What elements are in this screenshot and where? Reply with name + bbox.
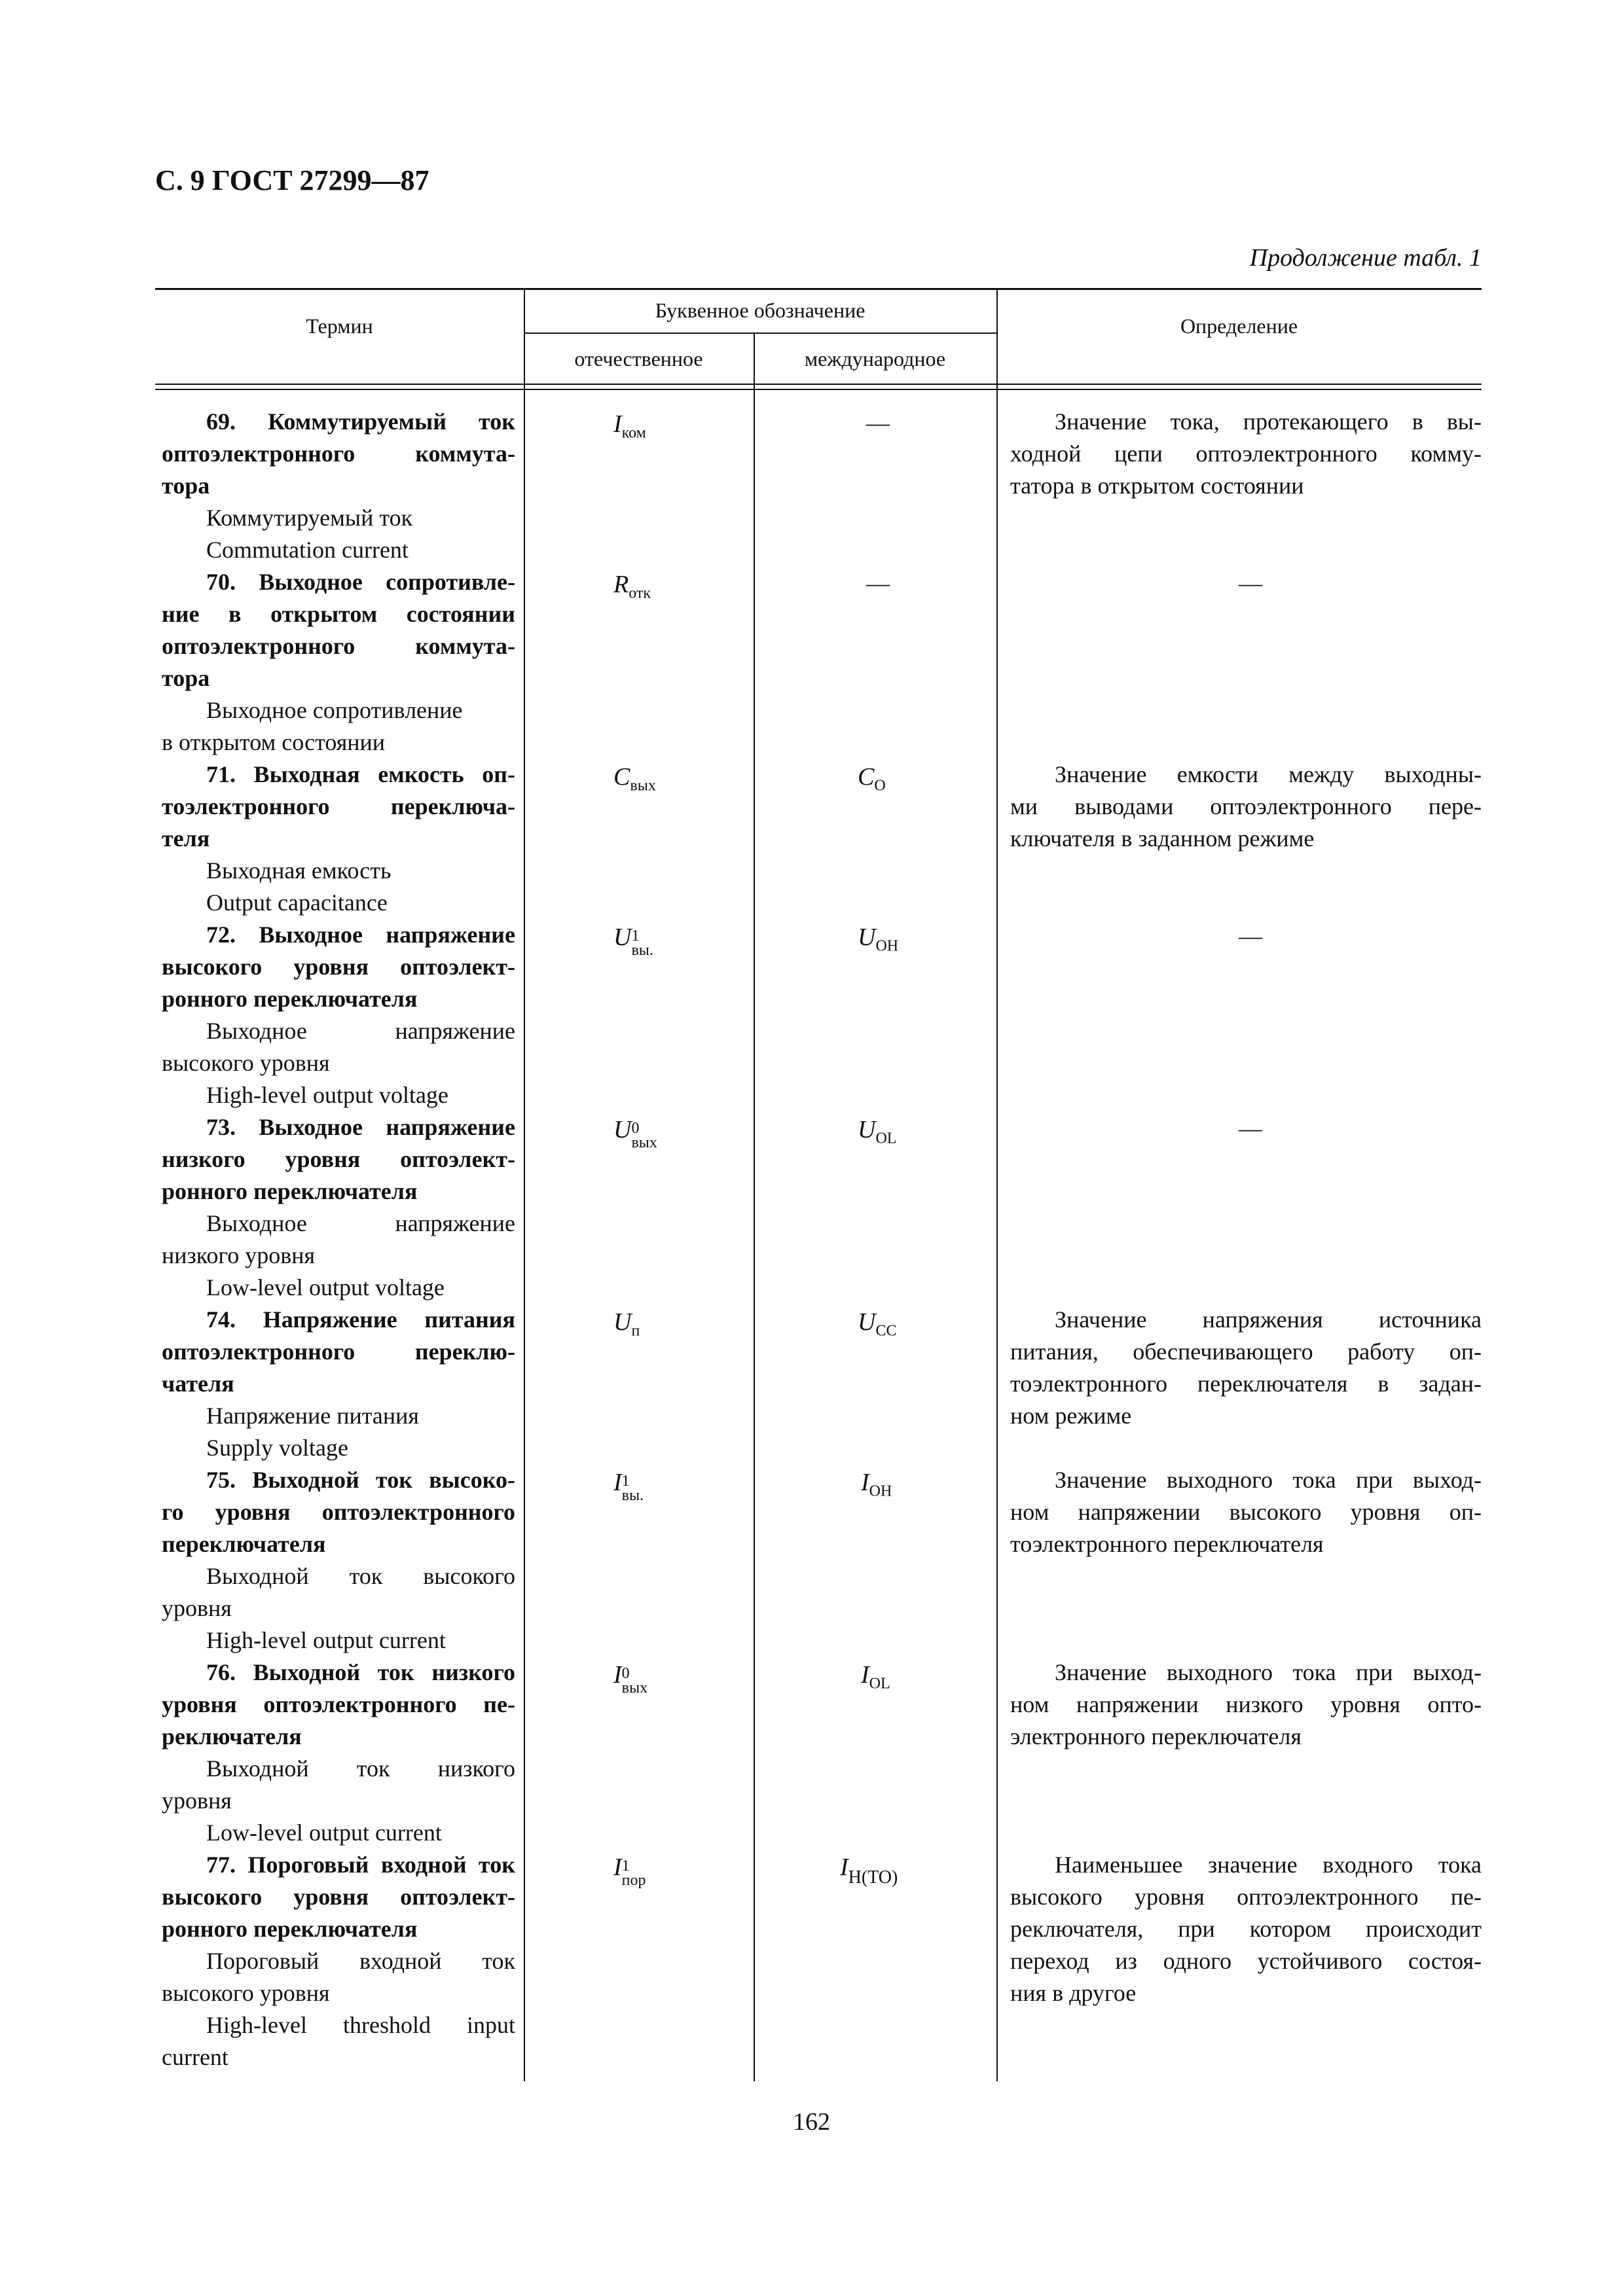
- term-line: в открытом состоянии: [162, 729, 386, 755]
- term-line: теля: [162, 825, 210, 852]
- definition: Значение выходного тока при выход- ном напряжении низкого уровня опто- электронного переключателя: [1010, 1659, 1482, 1749]
- col-header-definition: Определение: [1180, 314, 1298, 338]
- term-line: уровня: [162, 1787, 232, 1814]
- term-line: 77. Пороговый входной ток: [206, 1852, 515, 1878]
- col-header-international: международное: [804, 347, 946, 370]
- term-line: Выходное сопротивление: [206, 697, 463, 723]
- table-top-rule: [155, 288, 1482, 290]
- term-line: Low-level output voltage: [206, 1274, 445, 1300]
- symbol-domestic: U 0 вых: [613, 1116, 657, 1152]
- term-line: Output capacitance: [206, 889, 388, 916]
- term-line: тора: [162, 665, 210, 691]
- page-number: 162: [793, 2108, 830, 2136]
- header-bottom-rule-2: [155, 389, 1482, 390]
- definition: Значение напряжения источника питания, обеспечивающего работу оп- тоэлектронного переключателя в задан- ном режиме: [1010, 1306, 1482, 1429]
- term-line: ронного переключателя: [162, 986, 418, 1012]
- symbol-international: —: [866, 570, 890, 596]
- definition: Значение тока, протекающего в вы- ходной цепи оптоэлектронного комму- татора в открытом состоянии: [1010, 408, 1482, 499]
- terms-table: [155, 288, 1482, 2081]
- term-line: 75. Выходной ток высоко-: [206, 1467, 515, 1493]
- term-line: ние в открытом состоянии: [162, 601, 515, 627]
- definition: Значение выходного тока при выход- ном напряжении высокого уровня оп- тоэлектронного переключателя: [1010, 1467, 1482, 1557]
- table-row: [162, 1464, 515, 1657]
- symbol-international: $I_{H(TO)}$: [840, 1854, 898, 1888]
- term-line: реключателя: [162, 1723, 302, 1749]
- col-header-term: Термин: [306, 314, 373, 338]
- table-continuation-note: Продолжение табл. 1: [1249, 244, 1482, 272]
- symbol-domestic: I 1 пор: [613, 1854, 646, 1890]
- col-divider-1: [524, 288, 525, 2081]
- symbol-international: $U_{CC}$: [858, 1308, 897, 1340]
- symbol-domestic: $I_{ком}$: [613, 410, 646, 442]
- term-line: ронного переключателя: [162, 1178, 418, 1204]
- term-line: ронного переключателя: [162, 1916, 418, 1942]
- term-line: низкого уровня оптоэлект-: [162, 1146, 515, 1172]
- term-line: уровня: [162, 1595, 232, 1621]
- table-row: [162, 1304, 515, 1464]
- definition: Наименьшее значение входного тока высокого уровня оптоэлектронного пе- реключателя, при котором происходит переход из одного устойчивого состоя- ния в другое: [1010, 1852, 1482, 2006]
- term-line: уровня оптоэлектронного пе-: [162, 1691, 515, 1717]
- symbol-domestic: I 1 вы.: [613, 1469, 644, 1505]
- table-row: [162, 919, 515, 1111]
- term-line: Выходное напряжение: [206, 1018, 515, 1044]
- table-row: [162, 406, 515, 566]
- symbol-domestic: $U_п$: [613, 1308, 640, 1340]
- page-header: С. 9 ГОСТ 27299—87: [155, 164, 429, 196]
- term-line: 76. Выходной ток низкого: [206, 1659, 515, 1685]
- table-row: [162, 1849, 515, 2073]
- term-line: 73. Выходное напряжение: [206, 1114, 515, 1140]
- term-line: 69. Коммутируемый ток: [206, 408, 515, 435]
- table-row: [162, 1657, 515, 1849]
- table-row: [162, 566, 515, 759]
- term-line: Пороговый входной ток: [206, 1948, 515, 1974]
- term-line: тора: [162, 473, 210, 499]
- term-line: высокого уровня оптоэлект-: [162, 954, 515, 980]
- term-line: высокого уровня: [162, 1050, 330, 1076]
- term-line: переключателя: [162, 1531, 326, 1557]
- term-line: высокого уровня: [162, 1980, 330, 2006]
- term-line: Выходной ток высокого: [206, 1563, 515, 1589]
- term-line: тоэлектронного переключа-: [162, 793, 515, 819]
- term-line: High-level output voltage: [206, 1082, 448, 1108]
- term-line: оптоэлектронного переклю-: [162, 1338, 515, 1365]
- table-row: [162, 1111, 515, 1304]
- col-header-domestic: отечественное: [574, 347, 703, 370]
- definition: —: [1239, 923, 1262, 949]
- term-line: оптоэлектронного коммута-: [162, 633, 515, 659]
- term-line: current: [162, 2044, 228, 2070]
- term-line: 74. Напряжение питания: [206, 1306, 515, 1333]
- term-line: чателя: [162, 1371, 234, 1397]
- term-line: Commutation current: [206, 537, 409, 563]
- term-line: Выходной ток низкого: [206, 1755, 515, 1782]
- symbol-domestic: U 1 вы.: [613, 924, 653, 960]
- symbol-domestic: $R_{отк}$: [613, 571, 651, 602]
- term-line: High-level threshold input: [206, 2012, 515, 2038]
- definition: —: [1239, 570, 1262, 596]
- symbol-international: $I_{OL}$: [861, 1661, 890, 1693]
- definition: —: [1239, 1115, 1262, 1141]
- term-line: оптоэлектронного коммута-: [162, 440, 515, 467]
- term-line: 72. Выходное напряжение: [206, 922, 515, 948]
- symbol-international: $I_{OH}$: [861, 1469, 892, 1500]
- term-line: High-level output current: [206, 1627, 446, 1653]
- term-line: Выходное напряжение: [206, 1210, 515, 1236]
- symbol-domestic: $C_{вых}$: [613, 763, 656, 795]
- col-divider-3: [996, 288, 998, 2081]
- symbol-international: $C_O$: [858, 763, 886, 795]
- symbol-international: $U_{OH}$: [858, 924, 899, 955]
- term-line: 70. Выходное сопротивле-: [206, 569, 515, 595]
- term-line: Low-level output current: [206, 1820, 442, 1846]
- header-inner-rule: [524, 332, 996, 334]
- term-line: 71. Выходная емкость оп-: [206, 761, 515, 787]
- col-divider-2: [754, 332, 755, 2081]
- symbol-international: —: [866, 410, 890, 436]
- term-line: низкого уровня: [162, 1242, 316, 1268]
- term-line: Выходная емкость: [206, 857, 392, 884]
- symbol-domestic: I 0 вых: [613, 1661, 648, 1697]
- definition: Значение емкости между выходны- ми выводами оптоэлектронного пере- ключателя в заданном режиме: [1010, 761, 1482, 852]
- header-bottom-rule-1: [155, 384, 1482, 385]
- symbol-international: $U_{OL}$: [858, 1116, 897, 1147]
- table-row: [162, 759, 515, 919]
- term-line: Напряжение питания: [206, 1403, 419, 1429]
- col-header-letter: Буквенное обозначение: [655, 298, 866, 322]
- term-line: Коммутируемый ток: [206, 505, 413, 531]
- term-line: высокого уровня оптоэлект-: [162, 1884, 515, 1910]
- term-line: Supply voltage: [206, 1435, 348, 1461]
- term-line: го уровня оптоэлектронного: [162, 1499, 515, 1525]
